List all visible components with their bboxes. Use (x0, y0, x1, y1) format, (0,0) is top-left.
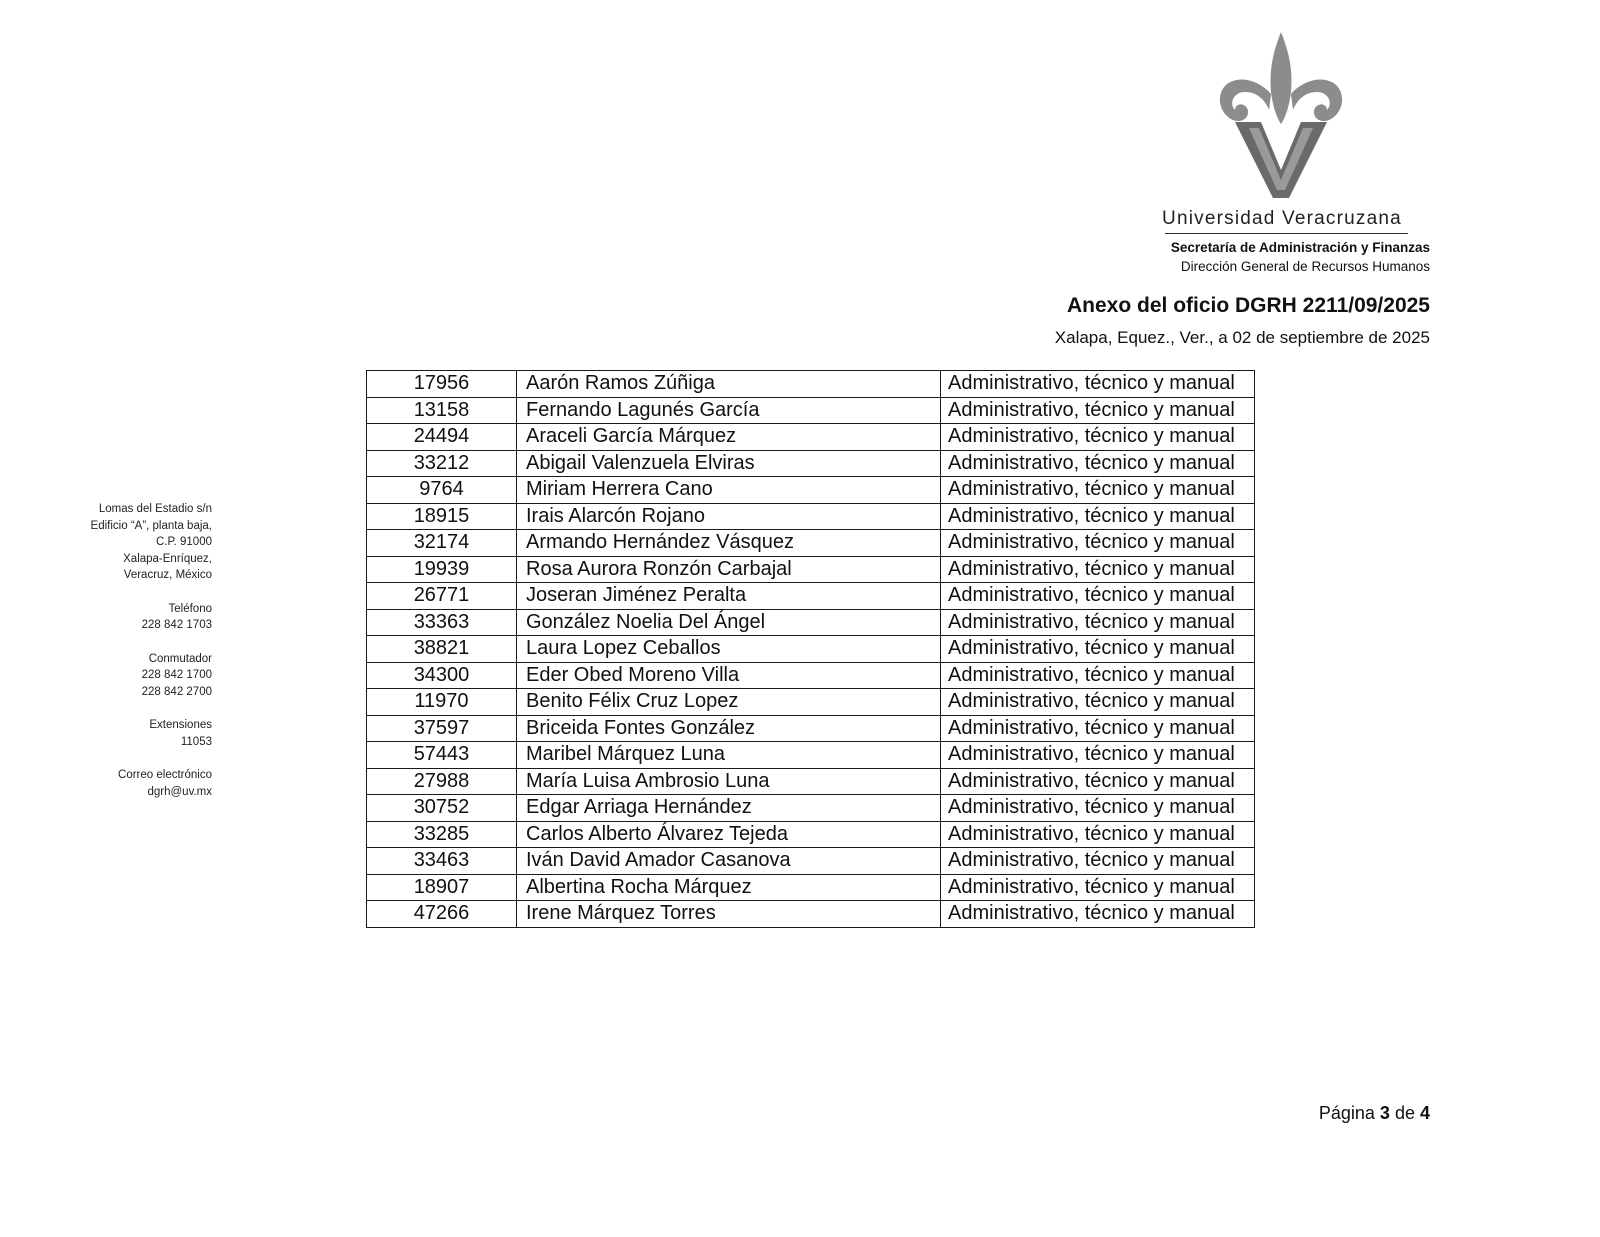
employee-name-cell: Araceli García Márquez (517, 424, 941, 451)
employee-number-cell: 38821 (367, 636, 517, 663)
employee-number-cell: 30752 (367, 795, 517, 822)
table-row (367, 715, 1255, 742)
staff-table-body (367, 371, 1255, 928)
employee-category-cell: Administrativo, técnico y manual (941, 795, 1255, 822)
email-label: Correo electrónico (118, 769, 212, 781)
employee-number-cell: 47266 (367, 901, 517, 928)
employee-name-cell: Miriam Herrera Cano (517, 477, 941, 504)
employee-name-cell: Benito Félix Cruz Lopez (517, 689, 941, 716)
employee-category-cell: Administrativo, técnico y manual (941, 901, 1255, 928)
employee-category-cell: Administrativo, técnico y manual (941, 397, 1255, 424)
email-address: dgrh@uv.mx (147, 785, 212, 798)
table-row (367, 662, 1255, 689)
address-line: Veracruz, México (123, 569, 212, 581)
table-row (367, 556, 1255, 583)
employee-name-cell: Edgar Arriaga Hernández (517, 795, 941, 822)
table-row (367, 874, 1255, 901)
table-row (367, 901, 1255, 928)
employee-number-cell: 24494 (367, 424, 517, 451)
employee-category-cell: Administrativo, técnico y manual (941, 477, 1255, 504)
employee-category-cell: Administrativo, técnico y manual (941, 530, 1255, 557)
employee-name-cell: Maribel Márquez Luna (517, 742, 941, 769)
document-date: Xalapa, Equez., Ver., a 02 de septiembre de 2025 (1054, 328, 1430, 347)
table-row (367, 689, 1255, 716)
table-row (367, 636, 1255, 663)
table-row (367, 503, 1255, 530)
employee-category-cell: Administrativo, técnico y manual (941, 583, 1255, 610)
table-row (367, 397, 1255, 424)
employee-name-cell: Armando Hernández Vásquez (517, 530, 941, 557)
employee-name-cell: María Luisa Ambrosio Luna (517, 768, 941, 795)
employee-number-cell: 17956 (367, 371, 517, 398)
page-total: 4 (1419, 1103, 1430, 1123)
staff-table (366, 370, 1255, 928)
phone-number: 228 842 1703 (141, 619, 212, 631)
employee-number-cell: 18915 (367, 503, 517, 530)
table-row (367, 795, 1255, 822)
employee-category-cell: Administrativo, técnico y manual (941, 636, 1255, 663)
employee-number-cell: 13158 (367, 397, 517, 424)
anexo-title: Anexo del oficio DGRH 2211/09/2025 (1067, 294, 1430, 317)
employee-number-cell: 37597 (367, 715, 517, 742)
employee-number-cell: 18907 (367, 874, 517, 901)
sidebar-contact-info (91, 501, 212, 800)
table-row (367, 609, 1255, 636)
employee-name-cell: Briceida Fontes González (517, 715, 941, 742)
switchboard-number: 228 842 2700 (141, 685, 212, 698)
employee-number-cell: 34300 (367, 662, 517, 689)
employee-name-cell: Rosa Aurora Ronzón Carbajal (517, 556, 941, 583)
page-number (1319, 1103, 1430, 1124)
employee-number-cell: 9764 (367, 477, 517, 504)
employee-name-cell: Fernando Lagunés García (517, 397, 941, 424)
address-line: Lomas del Estadio s/n (98, 503, 212, 515)
switchboard-number: 228 842 1700 (141, 669, 212, 681)
employee-category-cell: Administrativo, técnico y manual (941, 662, 1255, 689)
table-row (367, 583, 1255, 610)
extensions-label: Extensiones (149, 719, 212, 731)
employee-name-cell: Albertina Rocha Márquez (517, 874, 941, 901)
extension-number: 11053 (180, 735, 212, 748)
secretaria-title: Secretaría de Administración y Finanzas (1170, 240, 1430, 255)
university-name: Universidad Veracruzana (1162, 208, 1402, 229)
employee-number-cell: 11970 (367, 689, 517, 716)
page-current: 3 (1379, 1103, 1390, 1123)
table-row (367, 530, 1255, 557)
page-of: de (1394, 1103, 1415, 1123)
employee-category-cell: Administrativo, técnico y manual (941, 874, 1255, 901)
table-row (367, 450, 1255, 477)
employee-category-cell: Administrativo, técnico y manual (941, 503, 1255, 530)
employee-number-cell: 32174 (367, 530, 517, 557)
employee-number-cell: 33212 (367, 450, 517, 477)
employee-category-cell: Administrativo, técnico y manual (941, 821, 1255, 848)
employee-number-cell: 27988 (367, 768, 517, 795)
switchboard-label: Conmutador (148, 652, 212, 665)
employee-number-cell: 19939 (367, 556, 517, 583)
table-row (367, 424, 1255, 451)
employee-number-cell: 33363 (367, 609, 517, 636)
employee-category-cell: Administrativo, técnico y manual (941, 689, 1255, 716)
employee-category-cell: Administrativo, técnico y manual (941, 424, 1255, 451)
employee-name-cell: Laura Lopez Ceballos (517, 636, 941, 663)
employee-name-cell: Irais Alarcón Rojano (517, 503, 941, 530)
employee-number-cell: 57443 (367, 742, 517, 769)
direccion-title: Dirección General de Recursos Humanos (1180, 259, 1430, 274)
employee-name-cell: Abigail Valenzuela Elviras (517, 450, 941, 477)
employee-name-cell: Carlos Alberto Álvarez Tejeda (517, 821, 941, 848)
employee-category-cell: Administrativo, técnico y manual (941, 848, 1255, 875)
address-line: Xalapa-Enríquez, (123, 552, 212, 565)
phone-label: Teléfono (168, 602, 212, 615)
employee-name-cell: Joseran Jiménez Peralta (517, 583, 941, 610)
employee-category-cell: Administrativo, técnico y manual (941, 450, 1255, 477)
table-row (367, 768, 1255, 795)
employee-category-cell: Administrativo, técnico y manual (941, 556, 1255, 583)
address-line: C.P. 91000 (155, 536, 212, 548)
table-row (367, 742, 1255, 769)
table-row (367, 371, 1255, 398)
university-name-rule (1165, 233, 1408, 234)
employee-category-cell: Administrativo, técnico y manual (941, 715, 1255, 742)
universidad-veracruzana-logo-icon (1215, 30, 1347, 200)
employee-name-cell: Eder Obed Moreno Villa (517, 662, 941, 689)
table-row (367, 477, 1255, 504)
employee-category-cell: Administrativo, técnico y manual (941, 742, 1255, 769)
table-row (367, 848, 1255, 875)
employee-name-cell: Aarón Ramos Zúñiga (517, 371, 941, 398)
employee-number-cell: 26771 (367, 583, 517, 610)
employee-category-cell: Administrativo, técnico y manual (941, 768, 1255, 795)
address-line: Edificio “A”, planta baja, (90, 519, 212, 532)
employee-number-cell: 33285 (367, 821, 517, 848)
page-label: Página (1318, 1103, 1375, 1123)
table-row (367, 821, 1255, 848)
employee-name-cell: González Noelia Del Ángel (517, 609, 941, 636)
employee-number-cell: 33463 (367, 848, 517, 875)
employee-category-cell: Administrativo, técnico y manual (941, 371, 1255, 398)
employee-category-cell: Administrativo, técnico y manual (941, 609, 1255, 636)
employee-name-cell: Irene Márquez Torres (517, 901, 941, 928)
employee-name-cell: Iván David Amador Casanova (517, 848, 941, 875)
